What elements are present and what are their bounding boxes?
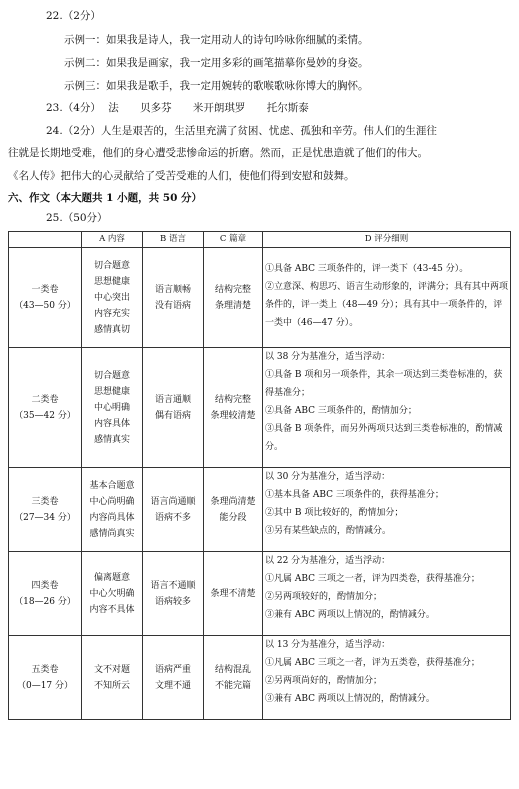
criterion: 偶有语病	[154, 410, 191, 421]
criterion: 条理较清楚	[210, 410, 256, 421]
detail-cell	[263, 248, 511, 348]
detail-cell	[263, 552, 511, 636]
language-cell	[143, 636, 204, 720]
detail-item: 以 30 分为基准分，适当浮动：	[265, 472, 391, 482]
grade-cell	[9, 636, 82, 720]
criterion: 能分段	[219, 512, 247, 523]
language-cell	[143, 468, 204, 552]
q23-answer-2: 贝多芬	[140, 102, 172, 114]
content-cell	[82, 636, 143, 720]
detail-item: 以 13 分为基准分，适当浮动：	[265, 640, 391, 650]
table-row	[9, 248, 511, 348]
structure-cell	[204, 468, 263, 552]
criterion: 文理不通	[154, 680, 191, 691]
criterion: 语病不多	[154, 512, 191, 523]
q25-header: 25.（50分）	[46, 212, 108, 224]
q22-example-2: 示例二：如果我是画家，我一定用多彩的画笔描摹你曼妙的身姿。	[64, 57, 369, 69]
grade-range: （18—26 分）	[14, 596, 76, 607]
criterion: 结构完整	[214, 394, 251, 405]
header-cell: B 语言	[143, 232, 204, 248]
content-cell	[82, 248, 143, 348]
criterion: 中心尚明确	[89, 496, 135, 507]
q23-answer-1: 法	[108, 102, 119, 114]
detail-item: ①凡属 ABC 三项之一者，评为四类卷，获得基准分；	[265, 574, 480, 584]
detail-item: ③具备 B 项条件，而另外两项只达到三类卷标准的，酌情减分。	[265, 424, 503, 452]
grade-cell	[9, 552, 82, 636]
q24-line-1: 24.（2分）人生是艰苦的，生活里充满了贫困、忧虑、孤独和辛劳。伟人们的生涯往	[46, 125, 437, 137]
criterion: 中心欠明确	[89, 588, 135, 599]
criterion: 思想健康	[93, 386, 130, 397]
detail-item: ①具备 B 项和另一项条件，其余一项达到三类卷标准的，获得基准分；	[265, 370, 503, 398]
q22-example-3: 示例三：如果我是歌手，我一定用婉转的歌喉歌咏你博大的胸怀。	[64, 80, 369, 92]
detail-item: 以 38 分为基准分，适当浮动：	[265, 352, 391, 362]
criterion: 感情尚真实	[89, 528, 135, 539]
criterion: 切合题意	[93, 370, 130, 381]
grade-cell	[9, 468, 82, 552]
criterion: 文不对题	[93, 664, 130, 675]
criterion: 中心突出	[93, 292, 130, 303]
criterion: 条理清楚	[214, 300, 251, 311]
language-cell	[143, 348, 204, 468]
detail-item: ②具备 ABC 三项条件的，酌情加分；	[265, 406, 417, 416]
criterion: 感情真实	[93, 434, 130, 445]
detail-item: ③兼有 ABC 两项以上情况的，酌情减分。	[265, 694, 435, 704]
grade-name: 一类卷	[31, 284, 59, 295]
q22-example-1: 示例一：如果我是诗人，我一定用动人的诗句吟咏你细腻的柔情。	[64, 34, 369, 46]
table-row	[9, 636, 511, 720]
header-cell: D 评分细则	[263, 232, 511, 248]
criterion: 语病严重	[154, 664, 191, 675]
q23-line	[46, 101, 309, 116]
grade-range: （43—50 分）	[14, 300, 76, 311]
grade-name: 三类卷	[31, 496, 59, 507]
q23-answer-4: 托尔斯泰	[266, 102, 309, 114]
header-cell	[9, 232, 82, 248]
detail-item: ②另两项较好的，酌情加分；	[265, 592, 383, 602]
table-row	[9, 552, 511, 636]
detail-item: ②其中 B 项比较好的，酌情加分；	[265, 508, 404, 518]
detail-item: ②另两项尚好的，酌情加分；	[265, 676, 383, 686]
grading-table	[8, 231, 511, 720]
q22-header: 22.（2分）	[46, 10, 101, 22]
criterion: 结构完整	[214, 284, 251, 295]
criterion: 感情真切	[93, 324, 130, 335]
structure-cell	[204, 248, 263, 348]
content-cell	[82, 552, 143, 636]
criterion: 语言顺畅	[154, 284, 191, 295]
criterion: 语病较多	[154, 596, 191, 607]
table-header-row	[9, 232, 511, 248]
structure-cell	[204, 348, 263, 468]
language-cell	[143, 552, 204, 636]
language-cell	[143, 248, 204, 348]
content-cell	[82, 348, 143, 468]
grade-cell	[9, 248, 82, 348]
criterion: 内容不具体	[89, 604, 135, 615]
detail-cell	[263, 468, 511, 552]
grade-name: 二类卷	[31, 394, 59, 405]
criterion: 语言不通顺	[150, 580, 196, 591]
grade-name: 四类卷	[31, 580, 59, 591]
content-cell	[82, 468, 143, 552]
detail-item: ③另有某些缺点的，酌情减分。	[265, 526, 392, 536]
structure-cell	[204, 552, 263, 636]
criterion: 结构混乱	[214, 664, 251, 675]
criterion: 不知所云	[93, 680, 130, 691]
structure-cell	[204, 636, 263, 720]
detail-item: ②立意深、构思巧、语言生动形象的，评满分；具有其中两项条件的，评一类上（48—49 分）；具有其中一项条件的，评一类中（46—47 分）。	[265, 282, 509, 328]
section-6-heading: 六、作文（本大题共 1 小题，共 50 分）	[8, 192, 203, 204]
criterion: 没有语病	[154, 300, 191, 311]
grade-name: 五类卷	[31, 664, 59, 675]
detail-item: ①基本具备 ABC 三项条件的，获得基准分；	[265, 490, 444, 500]
detail-item: 以 22 分为基准分，适当浮动：	[265, 556, 391, 566]
header-cell: C 篇章	[204, 232, 263, 248]
table-row	[9, 468, 511, 552]
table-row	[9, 348, 511, 468]
header-cell: A 内容	[82, 232, 143, 248]
grade-cell	[9, 348, 82, 468]
q23-header: 23.（4分）	[46, 102, 101, 114]
q24-line-3: 《名人传》把伟大的心灵献给了受苦受难的人们，使他们得到安慰和鼓舞。	[8, 170, 355, 182]
criterion: 语言通顺	[154, 394, 191, 405]
detail-cell	[263, 348, 511, 468]
criterion: 中心明确	[93, 402, 130, 413]
criterion: 基本合题意	[89, 480, 135, 491]
q23-answer-3: 米开朗琪罗	[192, 102, 246, 114]
detail-cell	[263, 636, 511, 720]
detail-item: ③兼有 ABC 两项以上情况的，酌情减分。	[265, 610, 435, 620]
criterion: 内容尚具体	[89, 512, 135, 523]
grade-range: （0—17 分）	[16, 680, 74, 691]
criterion: 思想健康	[93, 276, 130, 287]
criterion: 内容具体	[93, 418, 130, 429]
criterion: 语言尚通顺	[150, 496, 196, 507]
criterion: 偏离题意	[93, 572, 130, 583]
detail-item: ①具备 ABC 三项条件的，评一类下（43-45 分）。	[265, 264, 469, 274]
criterion: 条理不清楚	[210, 588, 256, 599]
criterion: 条理尚清楚	[210, 496, 256, 507]
criterion: 内容充实	[93, 308, 130, 319]
criterion: 切合题意	[93, 260, 130, 271]
criterion: 不能完篇	[214, 680, 251, 691]
grade-range: （27—34 分）	[14, 512, 76, 523]
detail-item: ①凡属 ABC 三项之一者，评为五类卷，获得基准分；	[265, 658, 480, 668]
grade-range: （35—42 分）	[14, 410, 76, 421]
q24-line-2: 往就是长期地受难，他们的身心遭受悲惨命运的折磨。然而，正是忧患造就了他们的伟大。	[8, 147, 428, 159]
